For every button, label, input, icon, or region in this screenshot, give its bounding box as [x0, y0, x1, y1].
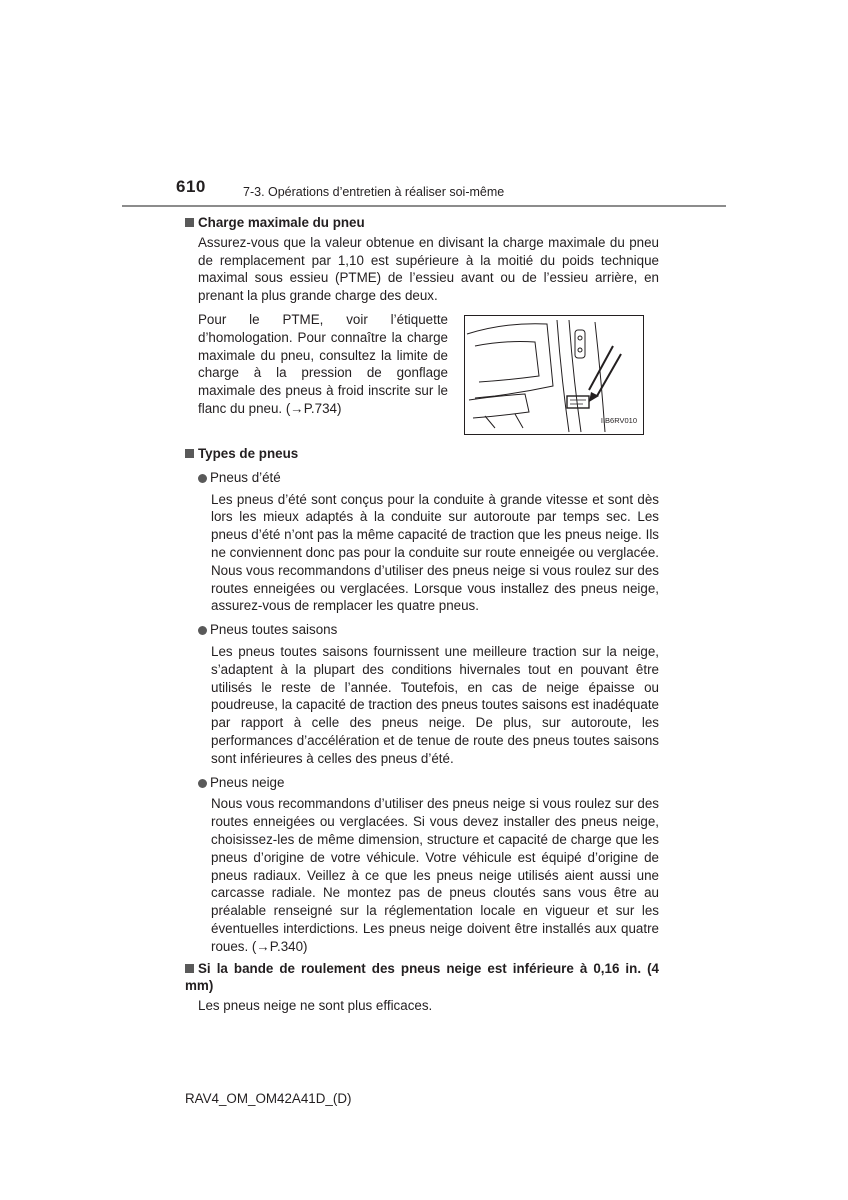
header-divider: [122, 205, 726, 207]
door-label-illustration: [464, 315, 644, 435]
square-bullet-icon: [185, 449, 194, 458]
document-code: RAV4_OM_OM42A41D_(D): [185, 1091, 352, 1106]
max-load-paragraph: Assurez-vous que la valeur obtenue en divisant la charge maximale du pneu de remplacement par 1,10 est supérieure à la moitié du poids technique maximal sous essieu (PTME) de l’essieu avant ou de l’essieu arrière, en prenant la plus grande charge des deux.: [198, 234, 659, 304]
round-bullet-icon: [198, 779, 207, 788]
round-bullet-icon: [198, 474, 207, 483]
tread-text: Les pneus neige ne sont plus efficaces.: [198, 998, 433, 1014]
section-heading-max-load: Charge maximale du pneu: [185, 214, 659, 232]
chapter-title: 7-3. Opérations d’entretien à réaliser soi-même: [243, 185, 505, 199]
summer-tires-text: Les pneus d’été sont conçus pour la conduite à grande vitesse et sont dès lors les mieux adaptés à la conduite sur autoroute par temps sec. Les pneus d’été n’ont pas la même capacité de traction que les pneus neige. Ils ne conviennent donc pas pour la conduite sur route enneigée ou verglacée. Nous vous recommandons d’utiliser des pneus neige si vous roulez sur des routes enneigées ou verglacées. Lorsque vous installez des pneus neige, assurez-vous de remplacer les quatre pneus.: [211, 491, 659, 614]
page-number: 610: [176, 177, 206, 196]
snow-tires-heading: Pneus neige: [198, 774, 659, 792]
summer-tires-heading: Pneus d’été: [198, 469, 659, 487]
all-season-tires-heading: Pneus toutes saisons: [198, 621, 659, 639]
section-heading-tire-types: Types de pneus: [185, 445, 659, 463]
section-heading-tread: Si la bande de roulement des pneus neige est inférieure à 0,16 in. (4 mm): [185, 960, 659, 994]
page-content: [185, 214, 659, 1015]
figure-code: IIB6RV010: [600, 416, 637, 426]
square-bullet-icon: [185, 218, 194, 227]
square-bullet-icon: [185, 964, 194, 973]
ptme-paragraph: Pour le PTME, voir l’étiquette d’homologation. Pour connaître la charge maximale du pneu, consultez la limite de charge à la pression de gonflage maximale des pneus à froid inscrite sur le flanc du pneu. (→P.734): [198, 311, 448, 416]
max-load-figure-block: [198, 311, 659, 435]
snow-tires-text: Nous vous recommandons d’utiliser des pneus neige si vous roulez sur des routes enneigées ou verglacées. Si vous devez installer des pneus neige, choisissez-les de même dimension, structure et capacité de charge que les pneus d’origine de votre véhicule. Votre véhicule est équipé d’origine de pneus radiaux. Veillez à ce que les pneus neige utilisés aient aussi une carcasse radiale. Ne montez pas de pneus cloutés sans vous être au préalable renseigné sur la réglementation locale en vigueur et sur les éventuelles interdictions. Les pneus neige doivent être installés aux quatre roues. (→P.340): [211, 796, 659, 954]
round-bullet-icon: [198, 626, 207, 635]
all-season-tires-text: Les pneus toutes saisons fournissent une meilleure traction sur la neige, s’adaptent à la plupart des conditions hivernales tout en pouvant être utilisés le reste de l’année. Toutefois, en cas de neige épaisse ou poudreuse, la capacité de traction des pneus toutes saisons est inadéquate par rapport à celle des pneus neige. De plus, sur autoroute, les performances d’accélération et de tenue de route des pneus toutes saisons sont inférieures à celles des pneus d’été.: [211, 643, 659, 766]
